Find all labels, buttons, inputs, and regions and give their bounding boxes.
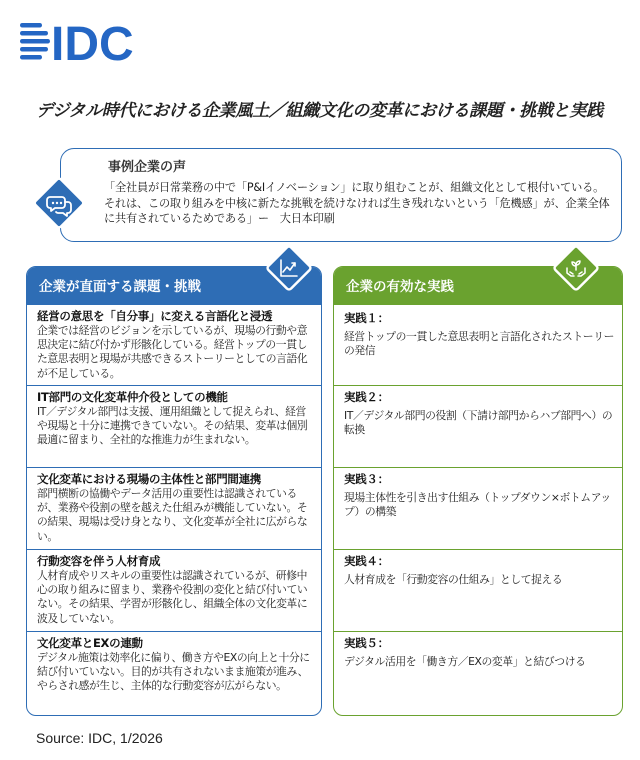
source-note: Source: IDC, 1/2026 [36,730,163,746]
page-title: デジタル時代における企業風土／組織文化の変革における課題・挑戦と実践 [36,101,603,121]
practice-text: IT／デジタル部門の役割（下請け部門からハブ部門へ）の転換 [344,409,613,437]
practice-text: 現場主体性を引き出す仕組み（トップダウン×ボトムアップ）の構築 [344,491,611,519]
challenge-text: 企業では経営のビジョンを示しているが、現場の行動や意思決定に結び付かず形骸化している。経営トップの一貫した意思表明と現場が共感できるストーリーとしての言語化が不足している。 [37,324,308,380]
speech-bubbles-icon [31,175,87,231]
practice-title: 実践１： [344,311,389,325]
challenge-title: 文化変革とEXの連動 [37,636,143,650]
practice-text: 経営トップの一貫した意思表明と言語化されたストーリーの発信 [344,330,614,358]
practice-item [334,385,622,437]
hands-growth-icon [552,244,600,292]
challenge-title: 経営の意思を「自分事」に変える言語化と浸透 [37,309,273,323]
practice-title: 実践２： [344,390,389,404]
challenge-text: IT／デジタル部門は支援、運用組織として捉えられ、経営や現場と十分に連携できていない。その結果、変革は個別最適に留まり、全社的な推進力が生まれない。 [37,405,308,447]
practices-heading: 企業の有効な実践 [334,267,622,305]
idc-logo-icon [20,14,160,66]
challenges-column [26,266,322,716]
practice-title: 実践４： [344,554,389,568]
practice-title: 実践３： [344,472,389,486]
logo-text: IDC [51,18,134,66]
practice-item [334,307,622,358]
challenge-text: 人材育成やリスキルの重要性は認識されているが、研修中心の取り組みに留まり、業務や役割の変化と結び付いていない。その結果、学習が形骸化し、組織全体の文化変革に波及していない。 [37,569,308,625]
practice-title: 実践５： [344,636,389,650]
practice-text: 人材育成を「行動変容の仕組み」として捉える [344,573,563,586]
challenge-title: IT部門の文化変革仲介役としての機能 [37,390,228,404]
challenge-item [27,305,321,381]
idc-logo [20,14,160,66]
challenge-item [27,467,321,544]
challenge-title: 行動変容を伴う人材育成 [37,554,161,568]
challenge-title: 文化変革における現場の主体性と部門間連携 [37,472,261,486]
challenge-text: 部門横断の協働やデータ活用の重要性は認識されているが、業務や役割の壁を越えた仕組みが機能していない。その結果、現場は受け身となり、文化変革が全社に広がらない。 [37,487,308,543]
challenge-text: デジタル施策は効率化に偏り、働き方やEXの向上と十分に結び付いていない。目的が共有されないまま施策が進み、やらされ感が生じ、主体的な行動変容が広がらない。 [37,651,310,693]
challenges-heading: 企業が直面する課題・挑戦 [27,267,321,305]
practice-item [334,467,622,519]
practices-column [333,266,623,716]
practice-text: デジタル活用を「働き方／EXの変革」と結びつける [344,655,586,668]
chart-trend-icon [265,244,313,292]
challenge-item [27,631,321,694]
practice-item [334,549,622,587]
challenge-item [27,549,321,626]
practice-item [334,631,622,669]
voice-heading: 事例企業の声 [108,160,187,175]
challenge-item [27,385,321,448]
voice-quote: 「全社員が日常業務の中で「P&Iイノベーション」に取り組むことが、組織文化として根付いている。それは、この取り組みを中核に新たな挑戦を続けなければ生き残れないという「危機感」が、企業全体に共有されているためである」ー 大日本印刷 [104,181,610,225]
